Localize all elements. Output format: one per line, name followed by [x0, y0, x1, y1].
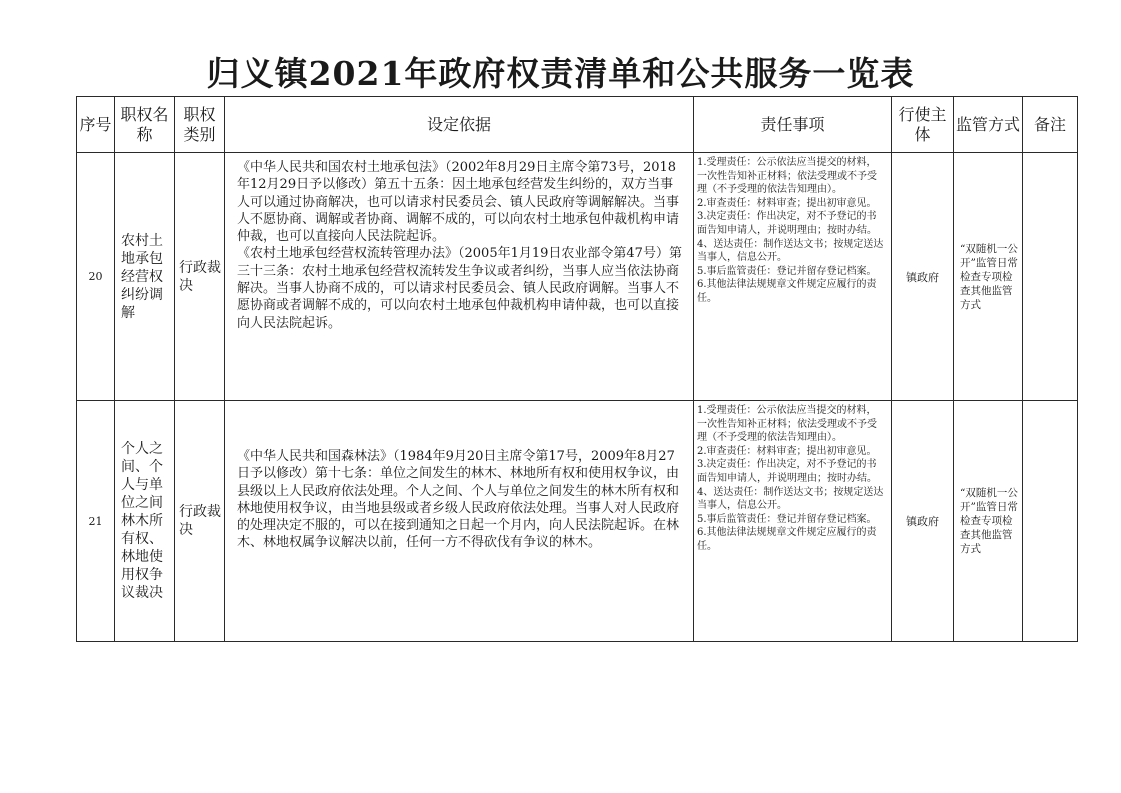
duty-item: 1.受理责任：公示依法应当提交的材料，一次性告知补正材料；依法受理或不予受理（不予受理的依法告知理由）。	[697, 405, 877, 444]
header-no: 序号	[77, 97, 115, 153]
header-supervision: 监管方式	[954, 97, 1023, 153]
header-subject: 行使主体	[892, 97, 954, 153]
duty-item: 1.受理责任：公示依法应当提交的材料，一次性告知补正材料；依法受理或不予受理（不予受理的依法告知理由）。	[697, 157, 877, 196]
row-remark	[1023, 153, 1078, 401]
row-duties	[694, 401, 892, 642]
basis-text: 《中华人民共和国森林法》（1984年9月20日主席令第17号，2009年8月27日予以修改）第十七条：单位之间发生的林木、林地所有权和使用权争议，由县级以上人民政府依法处理。个人之间、个人与单位之间发生的林木所有权和林地使用权争议，由当地县级或者乡级人民政府依法处理。当事人对人民政府的处理决定不服的，可以在接到通知之日起一个月内，向人民法院起诉。在林木、林地权属争议解决以前，任何一方不得砍伐有争议的林木。	[237, 449, 680, 551]
duty-item: 6.其他法律法规规章文件规定应履行的责任。	[697, 279, 877, 304]
header-duty: 责任事项	[694, 97, 892, 153]
table-header-row	[77, 97, 1078, 153]
header-category: 职权类别	[175, 97, 225, 153]
row-supervision: “双随机一公开”监管日常检查专项检查其他监管方式	[954, 153, 1023, 401]
row-category: 行政裁决	[175, 401, 225, 642]
header-remark: 备注	[1023, 97, 1078, 153]
row-remark	[1023, 401, 1078, 642]
row-supervision: “双随机一公开”监管日常检查专项检查其他监管方式	[954, 401, 1023, 642]
row-basis	[225, 153, 694, 401]
duty-item: 4、送达责任：制作送达文书；按规定送达当事人，信息公开。	[697, 486, 884, 512]
header-name: 职权名称	[115, 97, 175, 153]
duty-item: 6.其他法律法规规章文件规定应履行的责任。	[697, 527, 877, 552]
duty-item: 2.审查责任：材料审查；提出初审意见。	[697, 445, 877, 457]
duty-item: 3.决定责任：作出决定，对不予登记的书面告知申请人，并说明理由；按时办结。	[697, 211, 877, 236]
row-name: 个人之间、个人与单位之间林木所有权、林地使用权争议裁决	[115, 401, 175, 642]
duty-item: 5.事后监管责任：登记并留存登记档案。	[697, 265, 877, 277]
header-basis: 设定依据	[225, 97, 694, 153]
row-no: 21	[77, 401, 115, 642]
duty-item: 4、送达责任：制作送达文书；按规定送达当事人，信息公开。	[697, 238, 884, 264]
row-duties	[694, 153, 892, 401]
table-row	[77, 153, 1078, 401]
duty-item: 5.事后监管责任：登记并留存登记档案。	[697, 513, 877, 525]
table-row	[77, 401, 1078, 642]
row-name: 农村土地承包经营权纠纷调解	[115, 153, 175, 401]
row-subject: 镇政府	[892, 401, 954, 642]
row-subject: 镇政府	[892, 153, 954, 401]
duty-item: 2.审查责任：材料审查；提出初审意见。	[697, 197, 877, 209]
authority-table	[76, 96, 1078, 642]
basis-text: 《中华人民共和国农村土地承包法》（2002年8月29日主席令第73号，2018年12月29日予以修改）第五十五条：因土地承包经营发生纠纷的，双方当事人可以通过协商解决，也可以请求村民委员会、镇人民政府等调解解决。当事人不愿协商、调解或者协商、调解不成的，可以向农村土地承包仲裁机构申请仲裁，也可以直接向人民法院起诉。 《农村土地承包经营权流转管理办法》（2005年1月19日农业部令第47号）第三十三条：农村土地承包经营权流转发生争议或者纠纷，当事人应当依法协商解决。当事人协商不成的，可以请求村民委员会、镇人民政府调解。当事人不愿协商或者调解不成的，可以向农村土地承包仲裁机构申请仲裁，也可以直接向人民法院起诉。	[237, 160, 682, 331]
row-basis	[225, 401, 694, 642]
row-no: 20	[77, 153, 115, 401]
page-title: 归义镇2021年政府权责清单和公共服务一览表	[206, 54, 915, 93]
duty-item: 3.决定责任：作出决定，对不予登记的书面告知申请人，并说明理由；按时办结。	[697, 459, 877, 484]
row-category: 行政裁决	[175, 153, 225, 401]
